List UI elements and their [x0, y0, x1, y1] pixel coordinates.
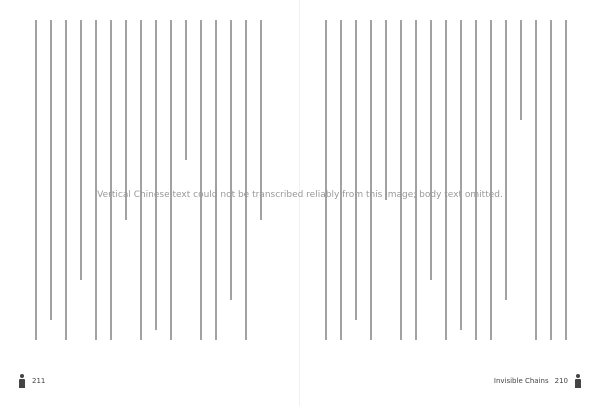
text-column	[200, 20, 202, 340]
text-column	[230, 20, 232, 300]
right-page-number: 210	[554, 377, 568, 385]
right-running-footer: Invisible Chains	[493, 377, 549, 385]
text-column	[505, 20, 507, 300]
text-column	[415, 20, 417, 340]
text-column	[475, 20, 477, 340]
text-column	[215, 20, 217, 340]
right-page	[300, 0, 600, 406]
transcription-note: Vertical Chinese text could not be transcribed reliably from this image; body text omitted.	[97, 190, 503, 200]
text-column	[550, 20, 552, 340]
text-column	[140, 20, 142, 340]
text-column	[95, 20, 97, 340]
left-page-number: 211	[32, 377, 46, 385]
text-column	[400, 20, 402, 340]
left-footer	[18, 374, 51, 388]
text-column	[185, 20, 187, 160]
person-icon	[18, 374, 26, 388]
right-footer	[494, 374, 582, 388]
text-column	[325, 20, 327, 340]
text-column	[80, 20, 82, 280]
text-column	[35, 20, 37, 340]
text-column	[565, 20, 567, 340]
text-column	[490, 20, 492, 340]
text-column	[445, 20, 447, 340]
text-column	[460, 20, 462, 330]
text-column	[155, 20, 157, 330]
text-column	[520, 20, 522, 120]
text-column	[430, 20, 432, 280]
text-column	[340, 20, 342, 340]
text-column	[370, 20, 372, 340]
text-column	[245, 20, 247, 340]
text-column	[355, 20, 357, 320]
text-column	[65, 20, 67, 340]
text-column	[170, 20, 172, 340]
text-column	[385, 20, 387, 200]
text-column	[110, 20, 112, 340]
text-column	[50, 20, 52, 320]
text-column	[535, 20, 537, 340]
person-icon	[574, 374, 582, 388]
